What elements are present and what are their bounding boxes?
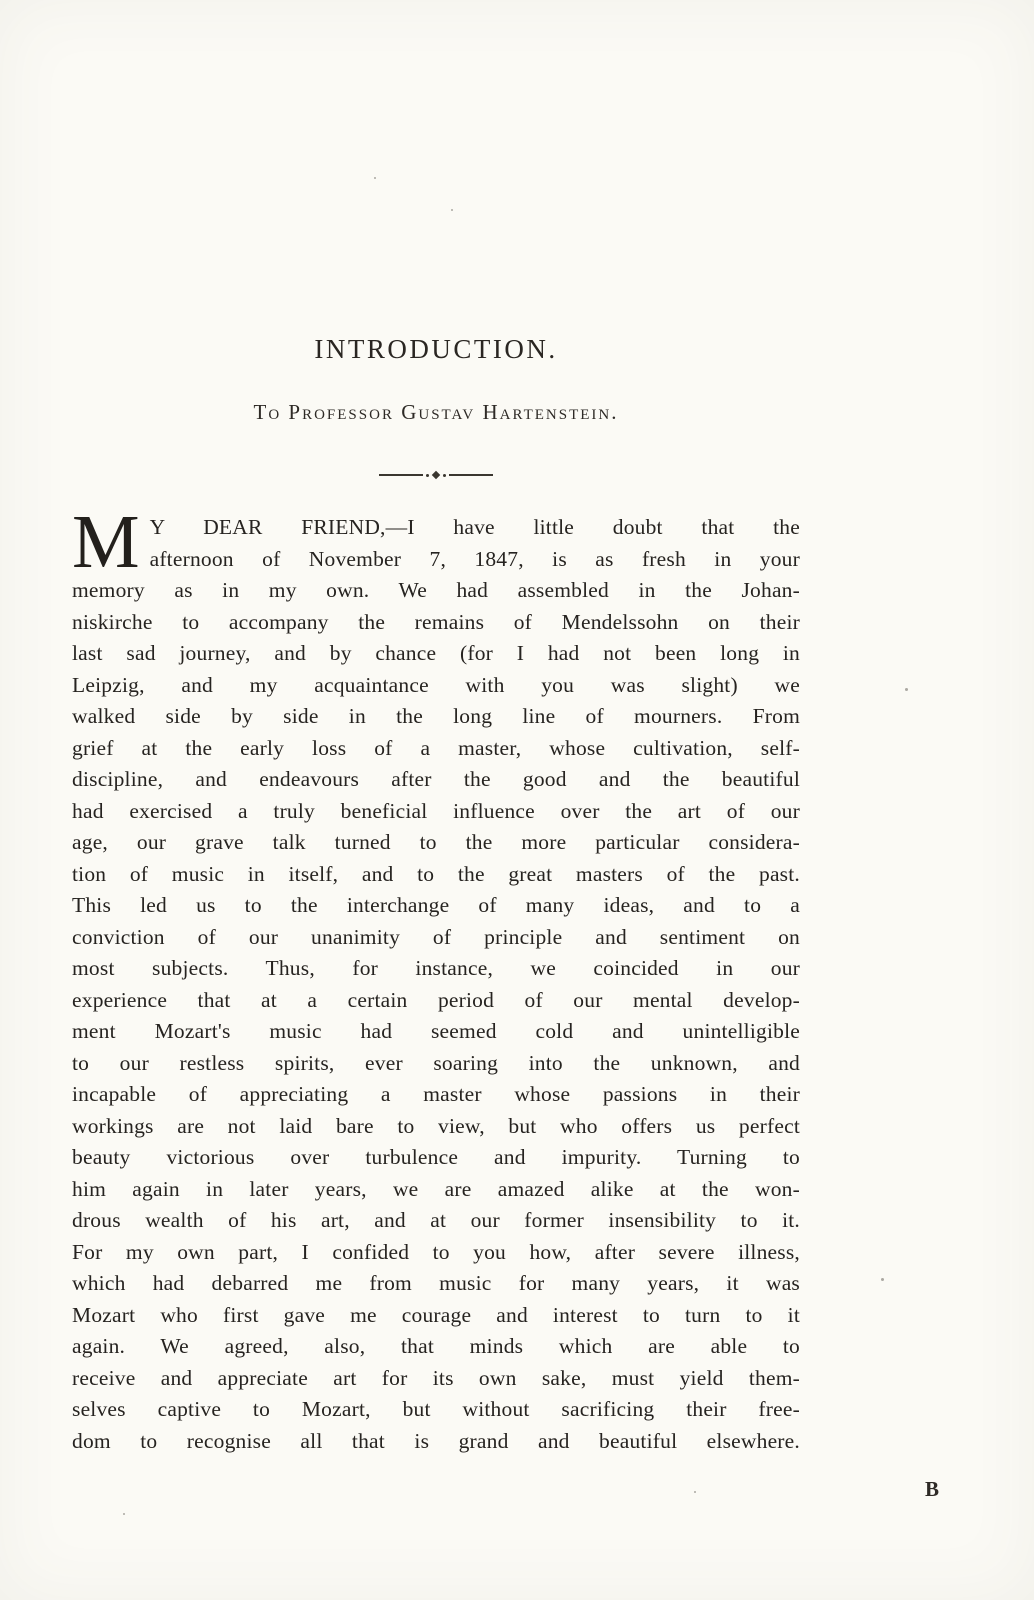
signature-mark: B (925, 1477, 940, 1501)
body-line: most subjects. Thus, for instance, we coincided in our (72, 956, 800, 980)
scan-speck (881, 1278, 884, 1281)
body-line: which had debarred me from music for many years, it was (72, 1271, 800, 1295)
body-line: age, our grave talk turned to the more particular considera- (72, 830, 800, 854)
scan-speck (123, 1513, 125, 1515)
body-line: Y DEAR FRIEND,—I have little doubt that the (149, 515, 800, 539)
body-line: dom to recognise all that is grand and beautiful elsewhere. (72, 1428, 800, 1453)
dedication: To Professor Gustav Hartenstein. (253, 400, 619, 424)
body-line: Mozart who first gave me courage and interest to turn to it (72, 1302, 800, 1327)
body-line: selves captive to Mozart, but without sacrificing their free- (72, 1397, 800, 1421)
body-line: discipline, and endeavours after the good and the beautiful (72, 767, 800, 791)
body-line: conviction of our unanimity of principle and sentiment on (72, 924, 800, 949)
body-line: tion of music in itself, and to the great masters of the past. (72, 861, 800, 886)
body-line: receive and appreciate art for its own sake, must yield them- (72, 1365, 800, 1390)
body-line: afternoon of November 7, 1847, is as fresh in your (149, 546, 800, 571)
text-block (72, 0, 800, 1600)
body-line: memory as in my own. We had assembled in the Johan- (72, 578, 800, 602)
divider-dot-left (426, 474, 429, 477)
scan-speck (905, 688, 908, 691)
scan-speck (694, 1491, 696, 1493)
body-line: This led us to the interchange of many ideas, and to a (72, 893, 800, 917)
divider-diamond-icon (432, 471, 440, 479)
page-title: INTRODUCTION. (314, 334, 558, 364)
body-line: had exercised a truly beneficial influence over the art of our (72, 798, 800, 823)
ornament-divider (72, 470, 800, 480)
drop-cap: M (72, 500, 140, 584)
body-line: Leipzig, and my acquaintance with you was slight) we (72, 672, 800, 697)
body-line: workings are not laid bare to view, but who offers us perfect (72, 1113, 800, 1138)
scan-speck (451, 209, 453, 211)
body-line: to our restless spirits, ever soaring into the unknown, and (72, 1050, 800, 1075)
body-line: niskirche to accompany the remains of Mendelssohn on their (72, 609, 800, 634)
divider-rule-left (379, 474, 423, 476)
divider-rule-right (449, 474, 493, 476)
body-line: again. We agreed, also, that minds which are able to (72, 1334, 800, 1358)
body-line: grief at the early loss of a master, whose cultivation, self- (72, 735, 800, 760)
body-line: experience that at a certain period of our mental develop- (72, 987, 800, 1012)
scan-speck (374, 177, 376, 179)
divider-dot-right (443, 474, 446, 477)
body-lines (72, 500, 800, 1457)
body-line: him again in later years, we are amazed alike at the won- (72, 1176, 800, 1201)
body-line: For my own part, I confided to you how, after severe illness, (72, 1239, 800, 1264)
body-line: drous wealth of his art, and at our former insensibility to it. (72, 1208, 800, 1232)
body-text (72, 500, 800, 1457)
body-line: beauty victorious over turbulence and impurity. Turning to (72, 1145, 800, 1169)
body-line: ment Mozart's music had seemed cold and unintelligible (72, 1019, 800, 1043)
body-line: last sad journey, and by chance (for I had not been long in (72, 641, 800, 665)
body-line: walked side by side in the long line of mourners. From (72, 704, 800, 728)
body-line: incapable of appreciating a master whose passions in their (72, 1082, 800, 1106)
